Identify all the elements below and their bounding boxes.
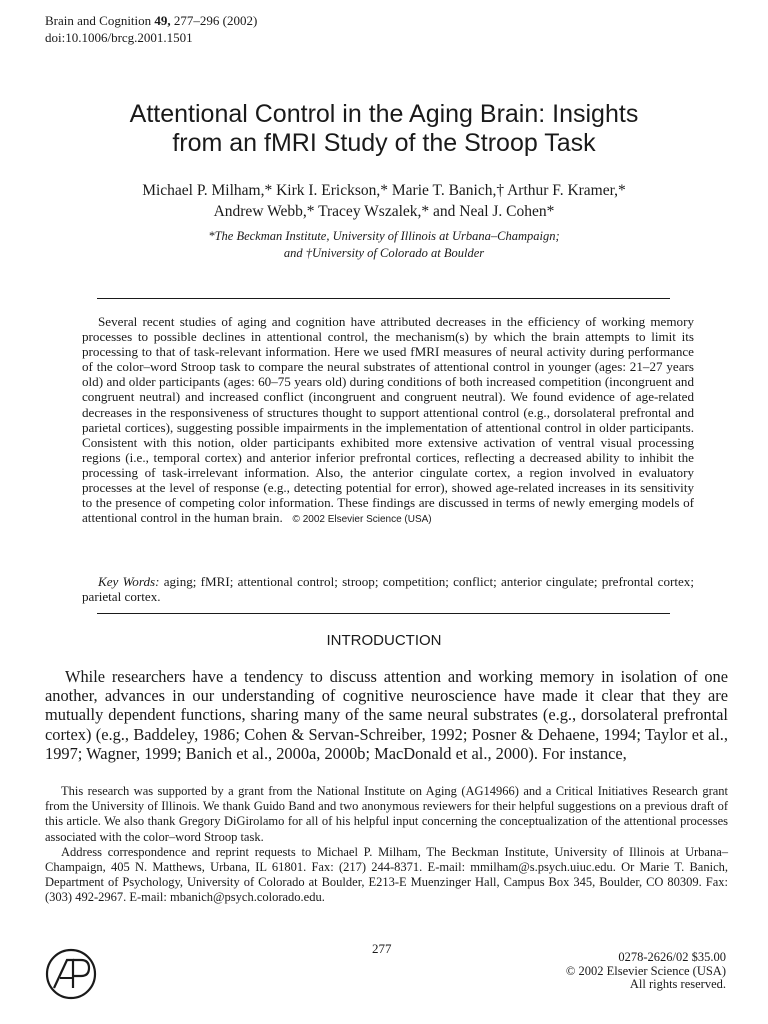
title-line-1: Attentional Control in the Aging Brain: Insights bbox=[129, 100, 639, 128]
academic-press-logo-icon bbox=[45, 948, 97, 1005]
authors-line-2: Andrew Webb,* Tracey Wszalek,* and Neal J. Cohen* bbox=[213, 203, 555, 220]
affiliation-line-2: and †University of Colorado at Boulder bbox=[283, 246, 485, 260]
abstract-copyright: © 2002 Elsevier Science (USA) bbox=[292, 514, 432, 526]
keywords-label: Key Words: bbox=[98, 574, 160, 589]
journal-name: Brain and Cognition bbox=[45, 13, 152, 28]
doi[interactable]: doi:10.1006/brcg.2001.1501 bbox=[45, 30, 193, 45]
abstract-bottom-rule bbox=[97, 613, 670, 614]
affiliation-line-1: *The Beckman Institute, University of Illinois at Urbana–Champaign; bbox=[208, 229, 560, 243]
authors-line-1: Michael P. Milham,* Kirk I. Erickson,* Marie T. Banich,† Arthur F. Kramer,* bbox=[142, 182, 626, 199]
journal-volume: 49, bbox=[154, 13, 171, 28]
abstract bbox=[82, 314, 694, 527]
publisher-info bbox=[566, 951, 726, 992]
footnotes bbox=[45, 784, 728, 906]
journal-pages: 277–296 (2002) bbox=[173, 13, 258, 28]
introduction-paragraph: While researchers have a tendency to discuss attention and working memory in isolation of one another, advances in our understanding of cognitive neuroscience have made it clear that they are mutually dependent functions, sharing many of the same neural substrates (e.g., dorsolateral prefrontal cortex) (e.g., Baddeley, 1986; Cohen & Servan-Schreiber, 1992; Posner & Dehaene, 1994; Taylor et al., 1997; Wagner, 1999; Banich et al., 2000a, 2000b; MacDonald et al., 2000). For instance, bbox=[45, 667, 728, 763]
footnote-funding: This research was supported by a grant from the National Institute on Aging (AG14966) and a Critical Initiatives Research grant from the University of Illinois. We thank Guido Band and two anonymous reviewers for their helpful suggestions on a previous draft of this article. We also thank Gregory DiGirolamo for all of his helpful input concerning the conceptualization of the attentional processes associated with the color–word Stroop task. bbox=[45, 784, 728, 844]
page-number: 277 bbox=[372, 941, 392, 956]
journal-citation bbox=[45, 12, 257, 29]
affiliations bbox=[40, 228, 728, 262]
keywords bbox=[82, 574, 694, 604]
journal-header bbox=[45, 12, 257, 46]
author-list bbox=[40, 180, 728, 222]
issn-price: 0278-2626/02 $35.00 bbox=[618, 950, 726, 964]
abstract-text: Several recent studies of aging and cognition have attributed decreases in the efficiency of working memory processes to possible declines in attentional control, the mechanism(s) by which the brain attempts to limit its processing to that of task-relevant information. Here we used fMRI measures of neural activity during performance of the color–word Stroop task to compare the neural substrates of attentional control in younger (ages: 21–27 years old) and older participants (ages: 60–75 years old) during conditions of both increased competition (incongruent and congruent neutral) and increased conflict (incongruent and congruent neutral). We found evidence of age-related decreases in the responsiveness of structures thought to support attentional control (e.g., dorsolateral prefrontal and parietal cortices), suggesting possible impairments in the implementation of attentional control in older participants. Consistent with this notion, older participants exhibited more extensive activation of ventral visual processing regions (i.e., temporal cortex) and anterior inferior prefrontal cortices, reflecting a decreased ability to inhibit the processing of task-irrelevant information. Also, the anterior cingulate cortex, a region involved in evaluatory processes at the level of response (e.g., detecting potential for error), showed age-related increases in its sensitivity to the presence of competing color information. These findings are discussed in terms of newly emerging models of attentional control in the human brain. bbox=[82, 314, 694, 526]
academic-press-logo-svg bbox=[45, 948, 97, 1000]
rights-reserved: All rights reserved. bbox=[629, 977, 726, 991]
abstract-top-rule bbox=[97, 298, 670, 299]
section-heading-introduction: INTRODUCTION bbox=[326, 632, 442, 649]
title-line-2: from an fMRI Study of the Stroop Task bbox=[172, 129, 596, 157]
article-title bbox=[40, 100, 728, 158]
keywords-text: aging; fMRI; attentional control; stroop; competition; conflict; anterior cingulate; prefrontal cortex; parietal cortex. bbox=[82, 574, 694, 605]
publisher-copyright: © 2002 Elsevier Science (USA) bbox=[565, 963, 726, 978]
footnote-correspondence: Address correspondence and reprint requests to Michael P. Milham, The Beckman Institute, University of Illinois at Urbana–Champaign, 405 N. Matthews, Urbana, IL 61801. Fax: (217) 244-8371. E-mail: mmilham@s.psych.uiuc.edu. Or Marie T. Banich, Department of Psychology, University of Colorado at Boulder, E213-E Muenzinger Hall, Campus Box 345, Boulder, CO 80309. Fax: (303) 492-2967. E-mail: mbanich@psych.colorado.edu. bbox=[45, 844, 728, 905]
